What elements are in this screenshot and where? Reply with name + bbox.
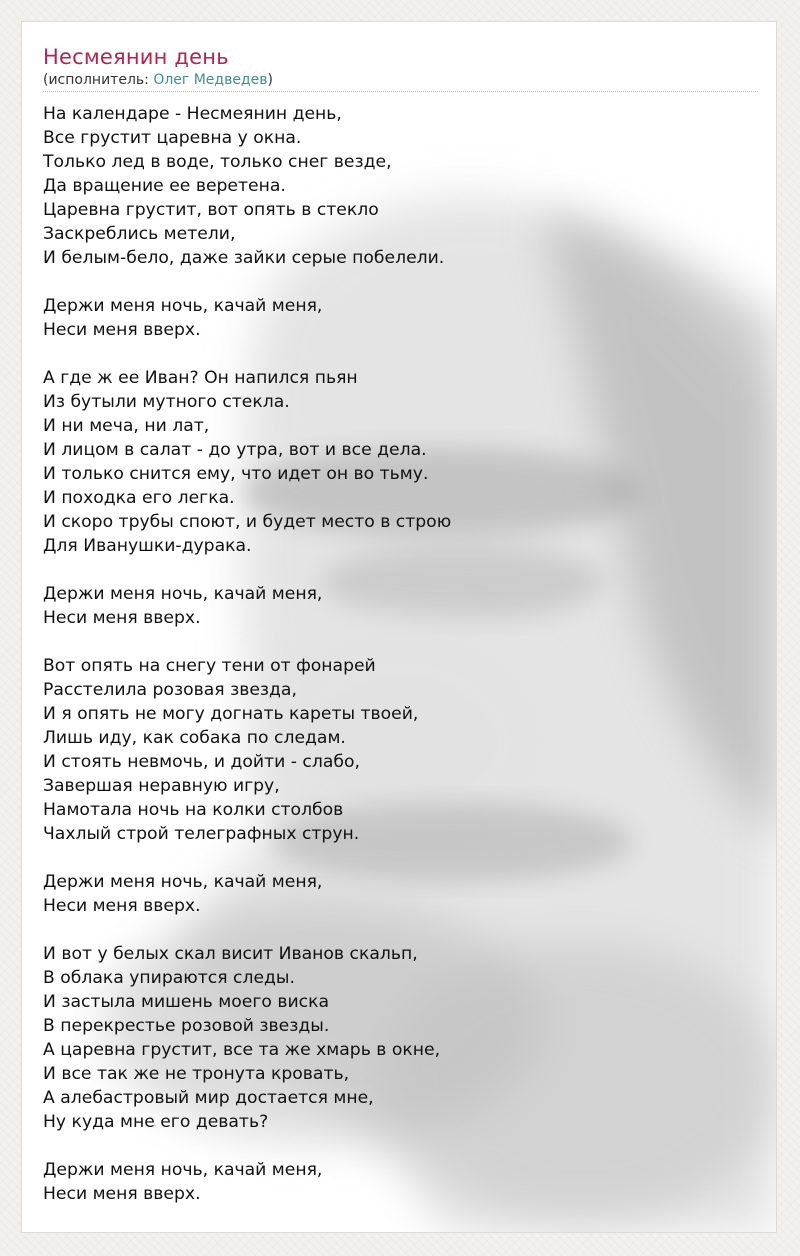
lyrics-text	[43, 102, 763, 1206]
lyric-line: И вот у белых скал висит Иванов скальп,	[43, 944, 418, 964]
lyric-line: Намотала ночь на колки столбов	[43, 800, 344, 820]
lyric-line: Неси меня вверх.	[43, 1184, 201, 1204]
lyric-line: Расстелила розовая звезда,	[43, 680, 297, 700]
lyric-line: Заскреблись метели,	[43, 224, 236, 244]
lyric-line: В облака упираются следы.	[43, 968, 295, 988]
lyric-line: А царевна грустит, все та же хмарь в окне,	[43, 1040, 441, 1060]
lyric-line: В перекрестье розовой звезды.	[43, 1016, 330, 1036]
lyric-line: Неси меня вверх.	[43, 320, 201, 340]
lyric-line: Царевна грустит, вот опять в стекло	[43, 200, 379, 220]
lyric-line: И белым-бело, даже зайки серые побелели.	[43, 248, 445, 268]
lyric-line: Неси меня вверх.	[43, 896, 201, 916]
chorus	[43, 1158, 763, 1206]
lyric-line: И походка его легка.	[43, 488, 235, 508]
lyric-line: Только лед в воде, только снег везде,	[43, 152, 392, 172]
lyric-line: Завершая неравную игру,	[43, 776, 280, 796]
lyric-line: И я опять не могу догнать кареты твоей,	[43, 704, 419, 724]
lyric-line: А алебастровый мир достается мне,	[43, 1088, 374, 1108]
lyric-line: Держи меня ночь, качай меня,	[43, 1160, 323, 1180]
lyric-line: Лишь иду, как собака по следам.	[43, 728, 346, 748]
lyric-line: И ни меча, ни лат,	[43, 416, 210, 436]
lyric-line: Ну куда мне его девать?	[43, 1112, 269, 1132]
content	[43, 22, 763, 1230]
lyric-line: Чахлый строй телеграфных струн.	[43, 824, 360, 844]
lyric-line: Да вращение ее веретена.	[43, 176, 286, 196]
chorus	[43, 582, 763, 630]
performer-link[interactable]: Олег Медведев	[153, 72, 268, 88]
lyric-line: Неси меня вверх.	[43, 608, 201, 628]
song-title: Несмеянин день	[43, 45, 229, 69]
lyric-line: И только снится ему, что идет он во тьму.	[43, 464, 429, 484]
lyric-line: На календаре - Несмеянин день,	[43, 104, 342, 124]
lyric-line: Держи меня ночь, качай меня,	[43, 584, 323, 604]
lyric-line: И все так же не тронута кровать,	[43, 1064, 350, 1084]
lyric-line: Держи меня ночь, качай меня,	[43, 872, 323, 892]
performer-line	[43, 71, 763, 89]
lyric-line: Вот опять на снегу тени от фонарей	[43, 656, 376, 676]
lyric-line: А где ж ее Иван? Он напился пьян	[43, 368, 358, 388]
lyric-line: И скоро трубы споют, и будет место в строю	[43, 512, 452, 532]
stanza	[43, 366, 763, 558]
lyric-line: И стоять невмочь, и дойти - слабо,	[43, 752, 360, 772]
performer-suffix: )	[267, 72, 273, 88]
lyric-line: Из бутыли мутного стекла.	[43, 392, 290, 412]
lyric-line: И застыла мишень моего виска	[43, 992, 330, 1012]
stanza	[43, 654, 763, 846]
lyric-line: Для Иванушки-дурака.	[43, 536, 252, 556]
chorus	[43, 870, 763, 918]
lyric-line: Держи меня ночь, качай меня,	[43, 296, 323, 316]
stanza	[43, 942, 763, 1134]
performer-prefix: (исполнитель:	[43, 72, 154, 88]
lyrics-card	[21, 21, 777, 1233]
stanza	[43, 102, 763, 270]
lyric-line: Все грустит царевна у окна.	[43, 128, 302, 148]
divider	[43, 91, 758, 92]
chorus	[43, 294, 763, 342]
lyric-line: И лицом в салат - до утра, вот и все дела.	[43, 440, 427, 460]
